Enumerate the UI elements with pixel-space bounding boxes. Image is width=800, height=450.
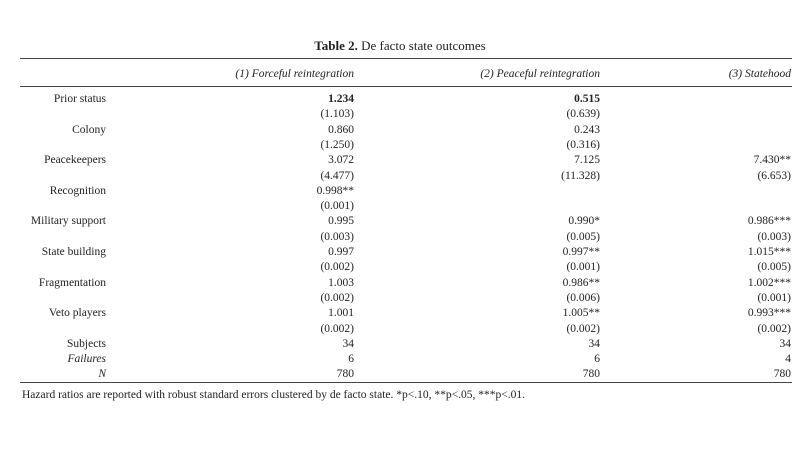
cell-col-1: 1.001: [328, 307, 354, 320]
cell-col-2: 34: [588, 337, 600, 350]
cell-col-1: 34: [342, 337, 354, 350]
cell-col-1: 6: [348, 353, 354, 366]
cell-col-3: 7.430**: [753, 154, 791, 167]
cell-col-2: (0.001): [566, 261, 600, 274]
cell-col-1: (0.002): [320, 322, 354, 335]
row-label: Peacekeepers: [44, 154, 106, 167]
column-header-2: (2) Peaceful reintegration: [480, 68, 600, 80]
cell-col-3: (0.002): [757, 322, 791, 335]
cell-col-2: 1.005**: [562, 307, 600, 320]
table-row: [0, 200, 800, 215]
cell-col-2: 0.243: [574, 123, 600, 136]
cell-col-2: (11.328): [561, 169, 600, 182]
table-title-number: Table 2.: [314, 38, 358, 53]
cell-col-1: (0.002): [320, 261, 354, 274]
cell-col-3: 0.993***: [747, 307, 791, 320]
cell-col-3: (0.005): [757, 261, 791, 274]
row-label: N: [98, 368, 106, 381]
table-title: [0, 38, 800, 54]
table-row: [0, 261, 800, 276]
header-rule: [20, 86, 792, 87]
cell-col-2: 0.997**: [562, 246, 600, 258]
row-label: Fragmentation: [38, 276, 106, 289]
cell-col-1: (0.001): [320, 200, 354, 213]
row-label: Military support: [30, 215, 106, 228]
cell-col-2: 0.515: [574, 93, 600, 105]
cell-col-1: (0.003): [320, 230, 354, 243]
bottom-rule: [20, 382, 792, 383]
cell-col-2: (0.006): [566, 291, 600, 304]
table-row: [0, 215, 800, 230]
cell-col-3: 4: [785, 353, 791, 366]
cell-col-3: 1.015***: [747, 246, 791, 258]
cell-col-1: 0.997: [328, 246, 354, 258]
cell-col-1: 780: [336, 368, 354, 381]
cell-col-1: (4.477): [320, 169, 354, 182]
cell-col-3: (6.653): [757, 169, 791, 182]
cell-col-2: 780: [582, 368, 600, 381]
cell-col-3: 1.002***: [747, 276, 791, 289]
cell-col-2: 7.125: [574, 154, 600, 167]
cell-col-2: (0.002): [566, 322, 600, 335]
row-label: Prior status: [53, 93, 106, 105]
table-row: [0, 154, 800, 169]
table-row: [0, 353, 800, 368]
row-label: Colony: [72, 123, 106, 136]
table-row: [0, 139, 800, 154]
top-rule: [20, 58, 792, 59]
cell-col-1: 0.860: [328, 123, 354, 136]
row-label: Recognition: [49, 184, 106, 197]
cell-col-3: (0.003): [757, 230, 791, 243]
cell-col-3: (0.001): [757, 291, 791, 304]
table-row: [0, 307, 800, 322]
cell-col-2: (0.005): [566, 230, 600, 243]
cell-col-1: 0.998**: [316, 184, 354, 197]
table-title-text: De facto state outcomes: [361, 38, 486, 53]
cell-col-2: (0.639): [566, 108, 600, 121]
column-header-1: (1) Forceful reintegration: [235, 68, 354, 80]
table-row: [0, 277, 800, 292]
table-row: [0, 323, 800, 338]
cell-col-1: 3.072: [328, 154, 354, 167]
table-note: Hazard ratios are reported with robust standard errors clustered by de facto state. *p<.10, **p<.05, ***p<.01.: [22, 389, 525, 401]
row-label: Subjects: [67, 337, 106, 350]
cell-col-1: (1.103): [320, 108, 354, 121]
cell-col-3: 34: [779, 337, 791, 350]
table-row: [0, 246, 800, 261]
table-row: [0, 170, 800, 185]
cell-col-1: 1.003: [328, 276, 354, 289]
table-row: [0, 338, 800, 353]
table-row: [0, 292, 800, 307]
cell-col-1: (0.002): [320, 291, 354, 304]
cell-col-1: (1.250): [320, 138, 354, 151]
cell-col-1: 0.995: [328, 215, 354, 228]
cell-col-3: 0.986***: [747, 215, 791, 228]
row-label: Failures: [67, 353, 106, 366]
cell-col-2: 6: [594, 353, 600, 366]
table-row: [0, 108, 800, 123]
table-row: [0, 124, 800, 139]
cell-col-2: 0.990*: [568, 215, 600, 228]
cell-col-1: 1.234: [328, 93, 354, 105]
column-header-3: (3) Statehood: [728, 68, 791, 80]
row-label: Veto players: [48, 307, 106, 320]
table-row: [0, 185, 800, 200]
table-row: [0, 231, 800, 246]
table-row: [0, 93, 800, 108]
cell-col-2: (0.316): [566, 138, 600, 151]
cell-col-2: 0.986**: [562, 276, 600, 289]
row-label: State building: [41, 246, 106, 258]
cell-col-3: 780: [773, 368, 791, 381]
